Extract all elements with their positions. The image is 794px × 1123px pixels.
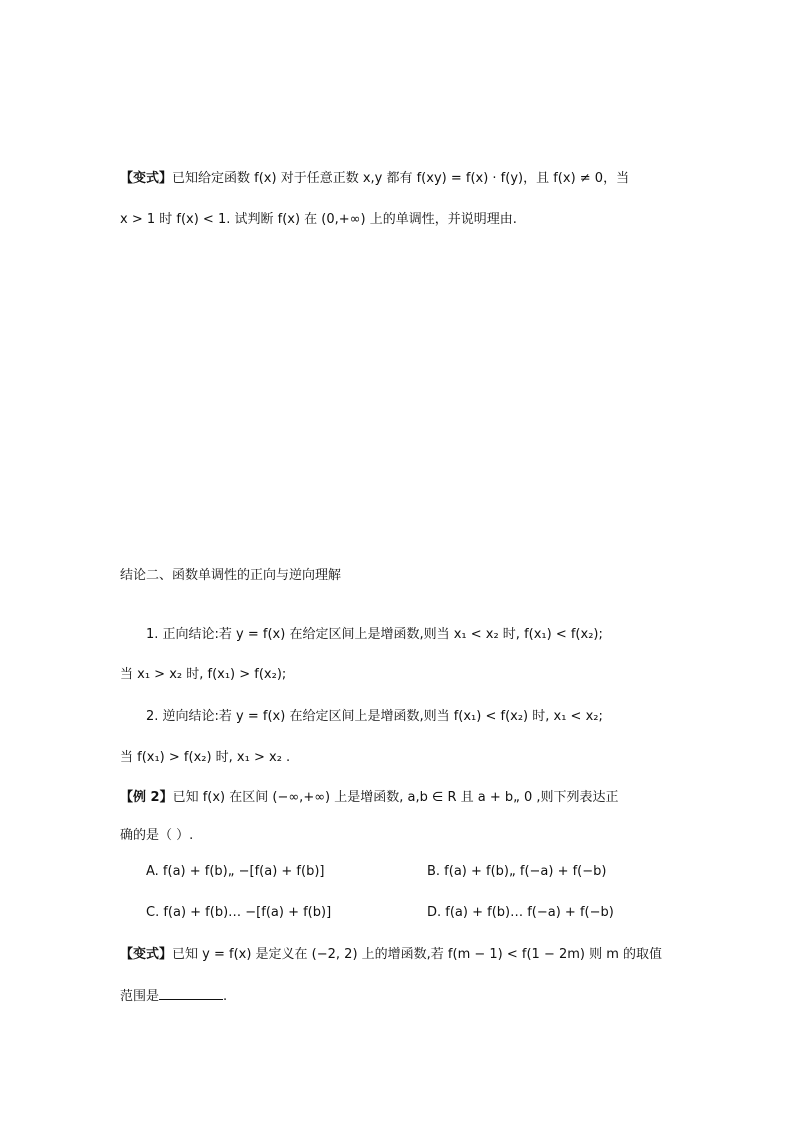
variant1-line2: x > 1 时 f(x) < 1. 试判断 f(x) 在 (0,+∞) 上的单调性，并说明理由. (120, 212, 517, 227)
option-b: B. f(a) + f(b)„ f(−a) + f(−b) (427, 864, 607, 879)
option-c: C. f(a) + f(b)… −[f(a) + f(b)] (146, 905, 332, 920)
conclusion2-heading: 结论二、函数单调性的正向与逆向理解 (120, 568, 342, 583)
example2-text-1: 已知 f(x) 在区间 (−∞,+∞) 上是增函数, a,b ∈ R 且 a + b„ 0 ,则下列表达正 (172, 790, 619, 805)
variant2-line2 (120, 985, 227, 1007)
example2-tag: 【例 2】 (120, 790, 173, 805)
reverse-conclusion-line2: 当 f(x₁) > f(x₂) 时, x₁ > x₂ . (120, 750, 291, 765)
variant2-text-1: 已知 y = f(x) 是定义在 (−2, 2) 上的增函数,若 f(m − 1) < f(1 − 2m) 则 m 的取值 (172, 947, 663, 962)
example2-line1 (120, 788, 619, 808)
option-d: D. f(a) + f(b)… f(−a) + f(−b) (427, 905, 614, 920)
forward-conclusion-line2: 当 x₁ > x₂ 时, f(x₁) > f(x₂); (120, 667, 287, 682)
variant2-line1 (120, 945, 662, 965)
variant2-prefix: 范围是 (120, 989, 160, 1004)
answer-blank (159, 985, 223, 1000)
option-a: A. f(a) + f(b)„ −[f(a) + f(b)] (146, 864, 325, 879)
variant1-tag: 【变式】 (120, 171, 173, 186)
variant1-line1 (120, 169, 629, 189)
example2-line2: 确的是（ ）. (120, 828, 194, 843)
variant1-text-1: 已知给定函数 f(x) 对于任意正数 x,y 都有 f(xy) = f(x) · f(y)，且 f(x) ≠ 0，当 (172, 171, 630, 186)
variant2-suffix: . (223, 989, 228, 1004)
forward-conclusion-line1: 1. 正向结论:若 y = f(x) 在给定区间上是增函数,则当 x₁ < x₂ 时, f(x₁) < f(x₂); (146, 627, 603, 642)
variant2-tag: 【变式】 (120, 947, 173, 962)
reverse-conclusion-line1: 2. 逆向结论:若 y = f(x) 在给定区间上是增函数,则当 f(x₁) < f(x₂) 时, x₁ < x₂; (146, 709, 603, 724)
